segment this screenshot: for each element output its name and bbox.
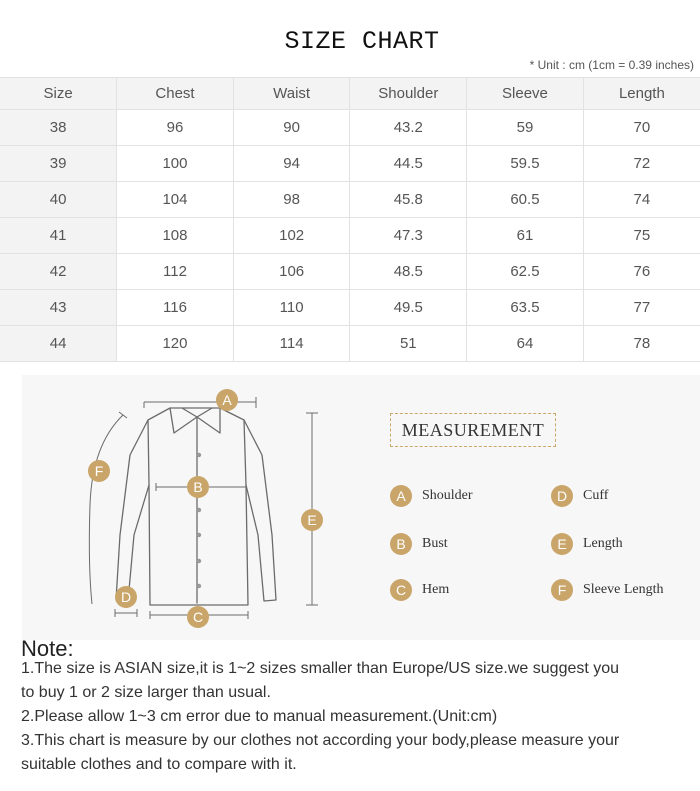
shirt-outline-icon (116, 408, 276, 605)
table-row (0, 110, 700, 146)
legend-item-cuff (551, 485, 608, 507)
unit-note: * Unit : cm (1cm = 0.39 inches) (529, 58, 694, 72)
size-cell: 43 (0, 290, 117, 326)
sleeve-cell: 59 (467, 110, 584, 146)
header-chest: Chest (117, 78, 234, 110)
marker-a (216, 389, 238, 411)
table-row (0, 146, 700, 182)
marker-b-label: B (193, 479, 203, 495)
length-cell: 77 (583, 290, 700, 326)
note-line-5: suitable clothes and to compare with it. (21, 756, 297, 773)
header-shoulder: Shoulder (350, 78, 467, 110)
header-sleeve: Sleeve (467, 78, 584, 110)
measurement-panel (22, 375, 700, 640)
size-cell: 41 (0, 218, 117, 254)
marker-c-label: C (192, 609, 204, 625)
length-cell: 75 (583, 218, 700, 254)
chest-cell: 116 (117, 290, 234, 326)
sleeve-cell: 63.5 (467, 290, 584, 326)
chest-cell: 96 (117, 110, 234, 146)
legend-label: Bust (422, 536, 448, 551)
shoulder-cell: 51 (350, 326, 467, 362)
legend-item-bust (390, 533, 448, 555)
chest-cell: 104 (117, 182, 234, 218)
table-header-row (0, 78, 700, 110)
legend-label: Cuff (583, 488, 609, 503)
legend-marker: B (390, 533, 412, 555)
size-table (0, 77, 700, 362)
length-cell: 76 (583, 254, 700, 290)
size-cell: 42 (0, 254, 117, 290)
note-line-1: 1.The size is ASIAN size,it is 1~2 sizes smaller than Europe/US size.we suggest you (21, 660, 620, 677)
legend-marker: E (551, 533, 573, 555)
legend-marker: F (551, 579, 573, 601)
shoulder-cell: 47.3 (350, 218, 467, 254)
legend-label: Hem (422, 582, 450, 597)
sleeve-cell: 64 (467, 326, 584, 362)
size-cell: 38 (0, 110, 117, 146)
marker-c (187, 606, 209, 628)
marker-f (88, 460, 110, 482)
size-cell: 44 (0, 326, 117, 362)
marker-d-label: D (120, 589, 132, 605)
waist-cell: 106 (233, 254, 350, 290)
waist-cell: 102 (233, 218, 350, 254)
table-row (0, 254, 700, 290)
legend-label: Shoulder (422, 488, 473, 503)
waist-cell: 114 (233, 326, 350, 362)
marker-f-label: F (94, 463, 104, 479)
sleeve-cell: 60.5 (467, 182, 584, 218)
legend-item-hem (390, 579, 449, 601)
note-line-2: to buy 1 or 2 size larger than usual. (21, 684, 271, 701)
chest-cell: 100 (117, 146, 234, 182)
chest-cell: 108 (117, 218, 234, 254)
length-cell: 78 (583, 326, 700, 362)
note-line-3: 2.Please allow 1~3 cm error due to manual measurement.(Unit:cm) (21, 708, 498, 725)
shoulder-cell: 49.5 (350, 290, 467, 326)
shoulder-cell: 44.5 (350, 146, 467, 182)
sleeve-cell: 59.5 (467, 146, 584, 182)
size-cell: 40 (0, 182, 117, 218)
header-size: Size (0, 78, 117, 110)
waist-cell: 98 (233, 182, 350, 218)
length-cell: 74 (583, 182, 700, 218)
sleeve-cell: 61 (467, 218, 584, 254)
waist-cell: 90 (233, 110, 350, 146)
shoulder-cell: 43.2 (350, 110, 467, 146)
legend-marker: D (551, 485, 573, 507)
legend-item-shoulder (390, 485, 473, 507)
legend-item-length (551, 533, 623, 555)
table-row (0, 218, 700, 254)
chest-cell: 112 (117, 254, 234, 290)
table-row (0, 290, 700, 326)
waist-cell: 94 (233, 146, 350, 182)
table-row (0, 326, 700, 362)
shoulder-cell: 48.5 (350, 254, 467, 290)
marker-e (301, 509, 323, 531)
legend-label: Length (583, 536, 623, 551)
marker-d (115, 586, 137, 608)
chest-cell: 120 (117, 326, 234, 362)
header-length: Length (583, 78, 700, 110)
length-cell: 70 (583, 110, 700, 146)
legend-marker: A (390, 485, 412, 507)
marker-a-label: A (222, 392, 232, 408)
header-waist: Waist (233, 78, 350, 110)
length-cell: 72 (583, 146, 700, 182)
note-heading: Note: (21, 636, 74, 661)
shirt-diagram (22, 375, 352, 640)
waist-cell: 110 (233, 290, 350, 326)
note-line-4: 3.This chart is measure by our clothes not according your body,please measure your (21, 732, 620, 749)
table-row (0, 182, 700, 218)
marker-b (187, 476, 209, 498)
legend-marker: C (390, 579, 412, 601)
page-title: SIZE CHART (284, 27, 440, 56)
size-cell: 39 (0, 146, 117, 182)
shoulder-cell: 45.8 (350, 182, 467, 218)
marker-e-label: E (307, 512, 317, 528)
sleeve-cell: 62.5 (467, 254, 584, 290)
legend-label: Sleeve Length (583, 582, 664, 597)
measurement-title: MEASUREMENT (390, 413, 556, 447)
legend-item-sleeve-length (551, 579, 663, 601)
